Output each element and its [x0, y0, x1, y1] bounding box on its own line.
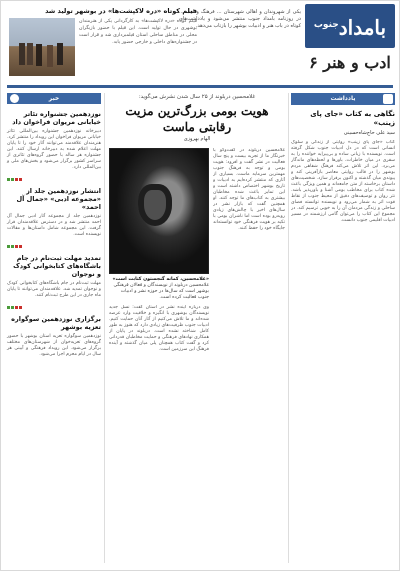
news-title[interactable]: نوزدهمین جشنواره تئاتر خیابانی مریوان فراخوان داد	[12, 110, 101, 126]
header-rule	[7, 85, 393, 88]
note-label-bar	[291, 93, 395, 105]
news-item	[7, 187, 101, 238]
note-title[interactable]: نگاهی به کتاب «جای پای زینب»	[310, 110, 395, 127]
film-headline[interactable]: فیلم کوتاه «دره لاکپشت‌ها» در بوشهر تولید شد	[45, 7, 197, 15]
news-label: خبر	[48, 95, 60, 102]
article-kicker: غلامحسین دربلوند از ۲۵ سال شدن نشرش می‌گوید:	[138, 94, 256, 100]
news-column	[7, 93, 101, 563]
caption-text: غلامحسین دربلوند از نویسندگان و فعالان فرهنگی بوشهر است که سال‌ها در حوزه نشر و ادبیات جنوب فعالیت کرده است.	[113, 283, 209, 300]
masthead-note: یکی از شهروندان و اهالی شهرستان ... فرهنگ و ادب ... در روزنامه بامداد جنوب منتشر می‌شود و یادداشت‌های کوتاه در باب هنر و ادبیات بوشهر را بازتاب می‌دهد.	[179, 9, 301, 29]
newspaper-logo[interactable]	[305, 4, 395, 48]
separator-dots	[7, 178, 101, 181]
logo-text: بامداد	[338, 15, 387, 40]
film-photo	[9, 18, 75, 76]
news-text: نوزدهمین سوگواره تعزیه استان بوشهر با حضور گروه‌های تعزیه‌خوان از شهرستان‌های مختلف برگزار می‌شود. این رویداد فرهنگی و آیینی هر سال در ایام محرم اجرا می‌شود.	[7, 334, 101, 357]
news-label-bar	[7, 93, 101, 104]
news-item	[7, 254, 101, 299]
article-column: وی درباره آینده نشر در استان گفت: نسل جدید نویسندگان بوشهری با انگیزه و خلاقیت وارد عرصه شده‌اند و ما تلاش می‌کنیم از آثار آنان حمایت کنیم. ادبیات جنوب ظرفیت‌های زیادی دارد که هنوز به طور کامل شناخته نشده است. دربلوند در پایان از همکاری نهادهای فرهنگی و حمایت مخاطبان قدردانی کرد و گفت کتاب همچنان پلی میان گذشته و آینده فرهنگ این سرزمین است.	[109, 305, 209, 352]
article-column: غلامحسین دربلوند در گفت‌وگو با خبرنگار ما از تجربه بیست و پنج سال فعالیت در نشر گفت و افزود: هویت بومی و توجه به فرهنگ جنوب مهمترین سرمایه ماست. بسیاری از آثاری که منتشر کرده‌ایم به ادبیات و تاریخ بوشهر اختصاص داشته است و این تمایز باعث شده مخاطبان بیشتری به کتاب‌های ما توجه کنند. او همچنین گفت که بازار نشر در سال‌های اخیر با چالش‌های زیادی روبه‌رو بوده است اما ناشران بومی با تکیه بر هویت فرهنگی خود توانسته‌اند جایگاه خود را حفظ کنند.	[213, 148, 285, 231]
section-title: ادب و هنر ۶	[309, 53, 391, 72]
film-body-text: فیلم کوتاه «دره لاکپشت‌ها» به کارگردانی یکی از هنرمندان بوشهری در حال تولید است. این فیلم با حضور بازیگران محلی در مناطق ساحلی استان فیلمبرداری شد و قرار است در جشنواره‌های داخلی و خارجی حضور یابد.	[79, 19, 197, 45]
note-label: یادداشت	[330, 95, 356, 102]
masthead	[305, 4, 395, 82]
news-text: مهلت ثبت‌نام در جام باشگاه‌های کتابخوانی کودک و نوجوان تمدید شد. علاقه‌مندان می‌توانند تا پایان ماه جاری در این طرح ثبت‌نام کنند.	[7, 281, 101, 298]
news-title[interactable]: انتشار نوزدهمین جلد از «مجموعه ادبی» «جمال آل احمد»	[16, 187, 101, 211]
news-badge-icon	[10, 94, 19, 103]
news-title[interactable]: تمدید مهلت ثبت‌نام در جام باشگاه‌های کتابخوانی کودک و نوجوان	[13, 254, 101, 278]
news-title[interactable]: برگزاری نوزدهمین سوگواره تعزیه بوشهر	[11, 315, 101, 331]
author-portrait	[109, 148, 209, 274]
note-icon	[383, 94, 393, 104]
news-text: نوزدهمین جلد از مجموعه آثار ادبی جمال آل احمد منتشر شد و در دسترس علاقه‌مندان قرار گرفت. این مجموعه شامل داستان‌ها و مقالات نویسنده است.	[7, 214, 101, 237]
note-body: کتاب «جای پای زینب» روایتی از زندگی و سلوک انسانی است که در دل ادبیات جنوب شکل گرفته است. نویسنده با زبانی ساده و بی‌پیرایه خواننده را به سفری در میان خاطرات، باورها و لحظه‌های ماندگار می‌برد. این اثر تلاش می‌کند فرهنگ شفاهی مردم بوشهر را در قالب روایتی معاصر بازآفرینی کند و پیوندی میان گذشته و اکنون برقرار سازد. شخصیت‌های داستان برخاسته از متن جامعه‌اند و همین ویژگی باعث شده کتاب برای مخاطب بومی آشنا و باورپذیر باشد. نثر روان و توصیف‌های دقیق از محیط جنوب از نقاط قوت اثر به شمار می‌رود و نویسنده توانسته فضای ساحلی و زندگی مردمان آن را به خوبی ترسیم کند. در مجموع این کتاب را می‌توان گامی ارزشمند در مسیر ادبیات اقلیمی جنوب دانست.	[291, 140, 395, 223]
column-divider	[288, 93, 289, 563]
top-film-news	[7, 6, 197, 82]
note-column	[291, 93, 395, 563]
article-author: الهام بهروزی	[183, 136, 211, 142]
article-headline[interactable]: هویت بومی بزرگ‌ترین مزیت رقابتی ماست	[125, 104, 269, 134]
news-text: دبیرخانه نوزدهمین جشنواره بین‌المللی تئاتر خیابانی مریوان فراخوان این رویداد را منتشر کرد. هنرمندان علاقه‌مند می‌توانند آثار خود را تا پایان مهلت اعلام شده به دبیرخانه ارسال کنند. این جشنواره هر ساله با حضور گروه‌های تئاتری از سراسر کشور برگزار می‌شود و بخش‌های ملی و بین‌المللی دارد.	[7, 129, 101, 170]
main-article	[109, 93, 285, 563]
news-item	[7, 110, 101, 171]
column-divider	[104, 93, 105, 563]
logo-subtext: جنوب	[313, 20, 339, 30]
news-item	[7, 315, 101, 358]
note-author: سید علی حاج‌شاه‌حسینی	[343, 130, 395, 136]
separator-dots	[7, 306, 101, 309]
photo-caption	[109, 277, 209, 301]
separator-dots	[7, 245, 101, 248]
caption-quote: «غلامحسین، کمانه گنجستون کتابت است»	[112, 277, 209, 282]
